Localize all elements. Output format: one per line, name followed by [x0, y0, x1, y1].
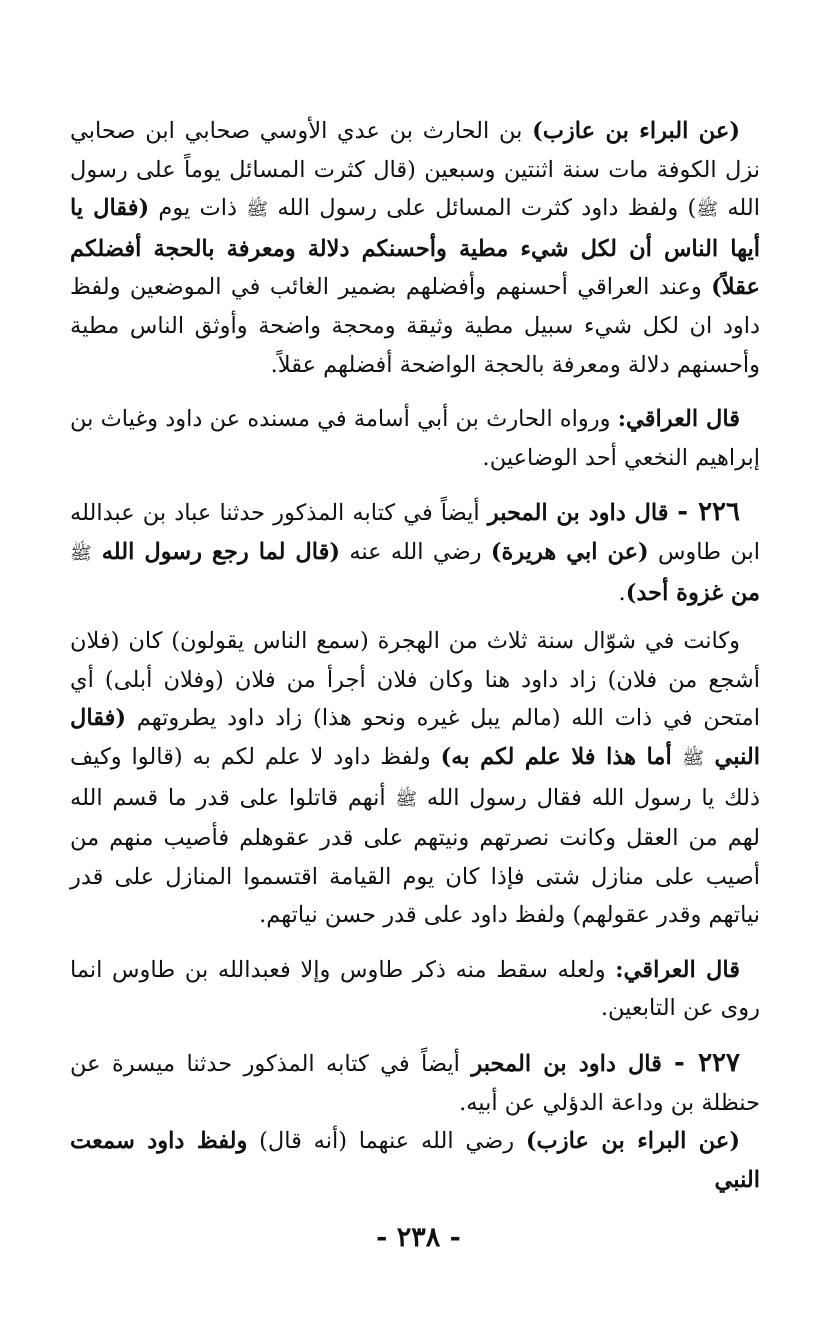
text-run: ) ولفظ داود كثرت المسائل على رسول الله [268, 195, 697, 222]
text-run: ولفظ داود لا علم لكم به (قالوا وكيف ذلك يا رسول الله فقال رسول الله [70, 743, 760, 811]
hadith-text-bold: من غزوة أحد) [625, 579, 760, 606]
text-run: أنهم قاتلوا على قدر ما قسم الله لهم من العقل وكانت نصرتهم ونيتهم على قدر عقوهلم فأصيب منهم من أصيب على منازل شتى فإذا كان يوم القيامة اقتسموا المنازل على قدر نياتهم وقدر عقولهم) ولفظ داود على قدر حسن نياتهم. [70, 784, 760, 929]
text-run: ذات يوم [149, 195, 247, 222]
iraqi-label: قال العراقي: [617, 406, 741, 433]
paragraph-hadith-227-text [70, 1122, 760, 1199]
text-run: . [618, 579, 626, 606]
text-run: أيضاً في كتابه المذكور حدثنا ميسرة عن حنظلة بن وداعة الدؤلي عن أبيه. [70, 1051, 760, 1116]
hadith-text-bold: (فقال يا أيها الناس أن لكل شيء مطية وأحسنكم دلالة ومعرفة بالحجة أفضلكم عقلاً) [70, 195, 760, 301]
text-run: رضي الله عنه [340, 538, 491, 565]
paragraph-hadith-226-commentary [70, 622, 760, 935]
text-run: وكانت في شوّال سنة ثلاث من الهجرة (سمع الناس يقولون) كان (فلان أشجع من فلان) زاد داود هنا وكان فلان أجرأ من فلان (وفلان أبلى) أي امتحن في ذات الله (مالم يبل غيره ونحو هذا) زاد داود يطروتهم [70, 628, 760, 732]
narrator-bold: (عن ابي هريرة) [490, 538, 649, 565]
narrator-bold: قال داود بن المحبر [471, 1051, 674, 1078]
text-run: ولعله سقط منه ذكر طاوس وإلا فعبدالله بن طاوس انما روى عن التابعين. [70, 956, 760, 1022]
paragraph-hadith-227 [70, 1044, 760, 1122]
hadith-number: ٢٢٧ - [674, 1048, 740, 1079]
narrator-bold: (عن البراء بن عازب) [532, 118, 740, 144]
salutation-symbol: ﷺ [246, 199, 269, 221]
narrator-bold: قال داود بن المحبر [487, 500, 678, 527]
page-number: - ٢٣٨ - [376, 1222, 461, 1253]
hadith-text-bold: (قال لما رجع رسول الله [91, 538, 341, 565]
text-run: بن الحارث بن عدي الأوسي صحابي ابن صحابي نزل الكوفة مات سنة اثنتين وسبعين (قال كثرت المسائل يوماً على رسول الله [70, 118, 760, 222]
text-run: وعند العراقي أحسنهم وأفضلهم بضمير الغائب في الموضعين ولفظ داود ان لكل شيء سبيل مطية وثيقة ومحجة واضحة وأوثق الناس مطية وأحسنهم دلالة ومعرفة بالحجة الواضحة أفضلهم عقلاً. [70, 274, 760, 378]
hadith-text-bold: أما هذا فلا علم لكم به) [440, 743, 683, 770]
paragraph-iraqi-note-2 [70, 951, 760, 1028]
narrator-bold: (عن البراء بن عازب) [525, 1128, 740, 1155]
paragraph-hadith-225-commentary [70, 112, 760, 384]
hadith-number: ٢٢٦ - [677, 497, 740, 528]
salutation-symbol: ﷺ [70, 542, 92, 564]
text-run: أيضاً في كتابه المذكور حدثنا عباد بن عبدالله ابن طاوس [70, 500, 761, 565]
text-run: ورواه الحارث بن أبي أسامة في مسنده عن داود وغياث بن إبراهيم النخعي أحد الوضاعين. [70, 406, 760, 471]
hadith-text-bold: ولفظ داود سمعت النبي [70, 1128, 760, 1193]
paragraph-hadith-226 [70, 493, 760, 612]
salutation-symbol: ﷺ [395, 788, 418, 810]
iraqi-label: قال العراقي: [615, 956, 741, 983]
book-page-body [70, 112, 760, 1292]
salutation-symbol: ﷺ [696, 199, 719, 221]
text-run: رضي الله عنهما (أنه قال) [247, 1128, 526, 1155]
hadith-text-bold: (فقال النبي [70, 705, 760, 770]
salutation-symbol: ﷺ [682, 747, 704, 769]
paragraph-iraqi-note-1 [70, 400, 760, 477]
